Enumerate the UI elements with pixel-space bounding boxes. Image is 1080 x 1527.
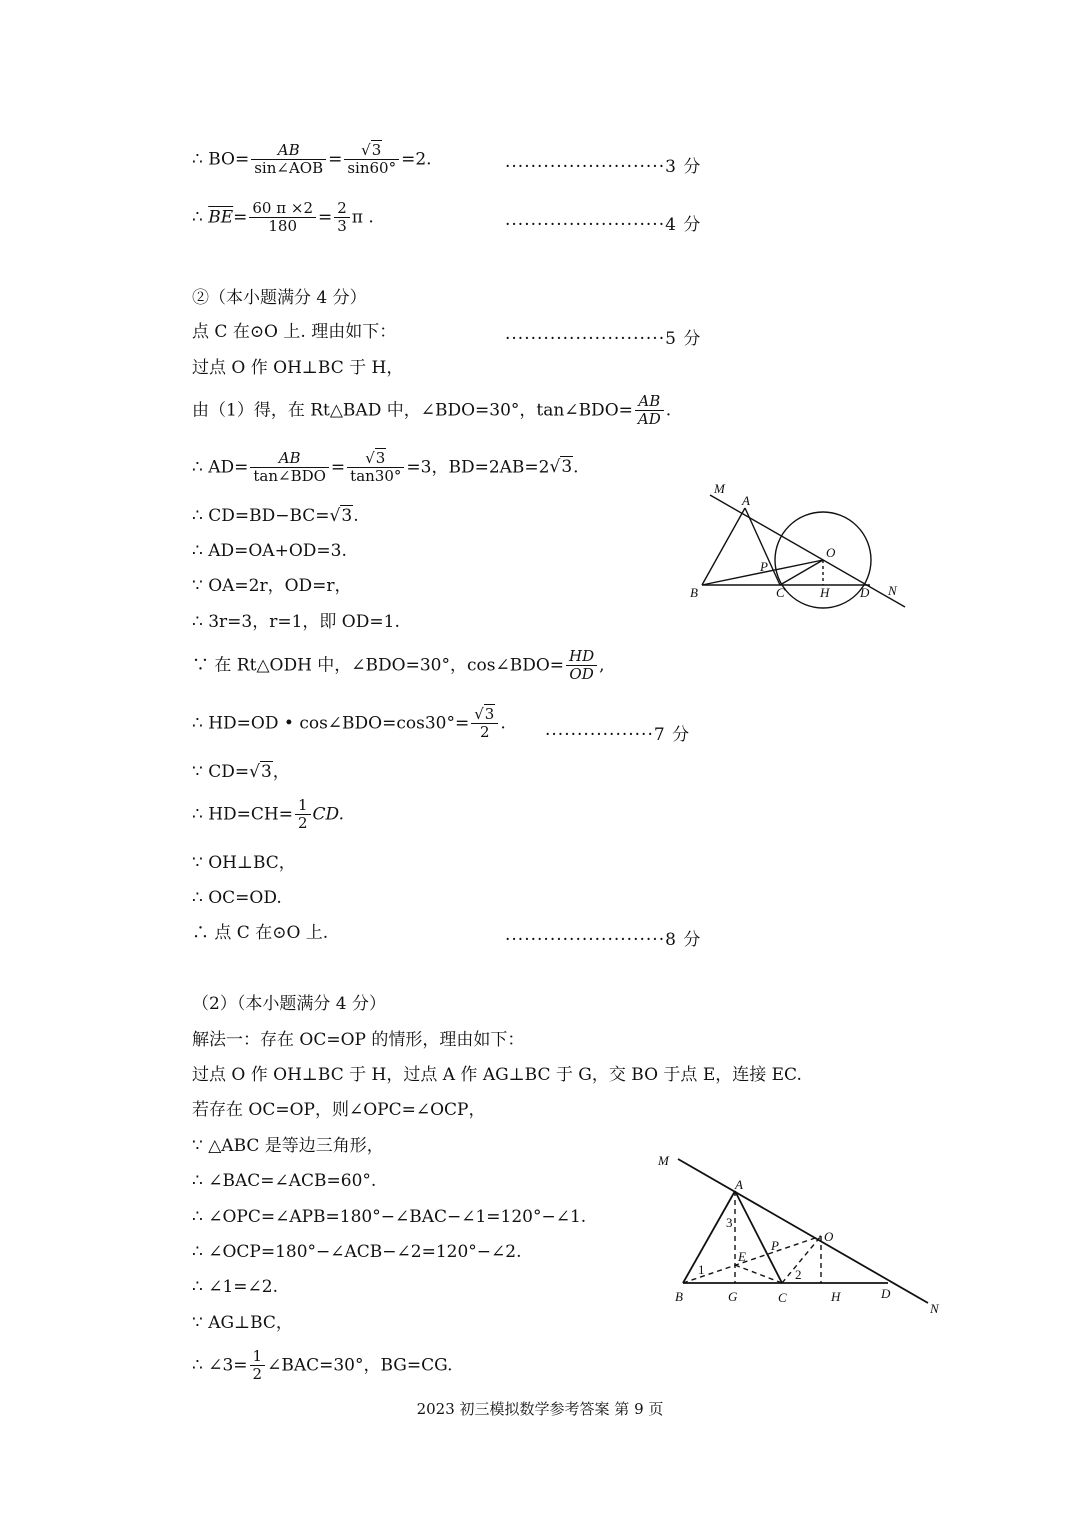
- part2-line-7: ∵ OA=2r，OD=r，: [192, 576, 352, 596]
- part2-line-14: ∴ OC=OD.: [192, 888, 282, 908]
- sqrt-symbol: √3: [549, 457, 573, 478]
- geometry-figure-2: [650, 1145, 950, 1325]
- bo-line: [0, 138, 1080, 178]
- fraction-ab-tan: $\frac{AB}{\text{tan∠BDO}}$: [250, 450, 329, 486]
- label-d: D: [881, 1286, 891, 1301]
- sqrt-symbol: √3: [361, 141, 382, 159]
- sqrt-symbol: √3: [329, 506, 353, 526]
- score-4: 4 分: [665, 215, 702, 235]
- line-mn: [710, 495, 905, 607]
- label-p: P: [771, 1238, 779, 1253]
- segment-oc: [782, 1236, 821, 1283]
- part3-line-7: ∴ ∠OCP=180°−∠ACB−∠2=120°−∠2.: [192, 1242, 522, 1262]
- label-e: E: [738, 1249, 746, 1264]
- geometry-figure-1: [680, 475, 920, 615]
- page-footer: 2023 初三模拟数学参考答案 第 9 页: [416, 1400, 664, 1418]
- score-leader: ·························4 分: [505, 215, 702, 235]
- score-8: 8 分: [665, 930, 702, 950]
- part2-line-8: ∴ 3r=3，r=1，即 OD=1.: [192, 612, 400, 632]
- arc-be: $\overline{BE}$: [208, 207, 234, 228]
- score-leader: ·················7 分: [545, 725, 691, 745]
- part2-line-2: 过点 O 作 OH⊥BC 于 H，: [192, 358, 404, 378]
- fraction-ab-ad: $\frac{AB}{AD}$: [635, 393, 664, 429]
- part2-line-10: ∴ HD=OD • cos∠BDO=cos30°= $\frac{√3}{2}$ . ·················7 分: [192, 705, 691, 745]
- part3-line-8: ∴ ∠1=∠2.: [192, 1277, 278, 1297]
- part2-line-1: 点 C 在⊙O 上. 理由如下： ·························5 分: [192, 322, 702, 349]
- arc-equation: ∴ $\overline{BE}=$ $\frac{60 \pi \times 2}{180}$ = $\frac{2}{3}$ π .: [192, 199, 374, 236]
- label-b: B: [690, 585, 698, 600]
- part3-line-4: ∵ △ABC 是等边三角形，: [192, 1136, 384, 1156]
- part3-line-5: ∴ ∠BAC=∠ACB=60°.: [192, 1171, 377, 1191]
- bo-equation: ∴ BO= $\frac{AB}{\text{sin∠AOB}}$ = $\frac{√3}{\sin 60^\circ}$ =2.: [192, 141, 432, 178]
- fraction-ab-sin: $\frac{AB}{\text{sin∠AOB}}$: [251, 142, 326, 178]
- label-o: O: [826, 545, 836, 560]
- part3-heading: （2）（本小题满分 4 分）: [192, 994, 386, 1014]
- label-n: N: [888, 583, 897, 598]
- label-m: M: [658, 1153, 669, 1168]
- part2-line-11: ∵ CD=√3，: [192, 762, 290, 782]
- part2-line-15: ∴ 点 C 在⊙O 上. ·························8 分: [192, 923, 702, 950]
- part3-line-10: ∴ ∠3= $\frac{1}{2}$ ∠BAC=30°，BG=CG.: [192, 1347, 453, 1384]
- label-a: A: [735, 1177, 743, 1192]
- be-line: [0, 196, 1080, 236]
- fraction-sqrt3-2: $\frac{√3}{2}$: [471, 706, 498, 742]
- part2-line-9: ∵ 在 Rt△ODH 中，∠BDO=30°，cos∠BDO= $\frac{HD}{OD}$ ,: [192, 647, 605, 684]
- part2-line-5: ∴ CD=BD−BC=√3.: [192, 506, 359, 526]
- label-p: P: [760, 559, 768, 574]
- part3-line-9: ∵ AG⊥BC，: [192, 1313, 293, 1333]
- label-b: B: [675, 1289, 683, 1304]
- part2-line-4: ∴ AD= $\frac{AB}{\text{tan∠BDO}}$ = $\frac{√3}{\tan 30^\circ}$ =3，BD=2AB=2√3.: [192, 449, 579, 486]
- segment-ab: [702, 508, 745, 585]
- fraction-sqrt3-tan30: $\frac{√3}{\tan 30^\circ}$: [347, 450, 404, 486]
- part3-line-3: 若存在 OC=OP，则∠OPC=∠OCP，: [192, 1100, 486, 1120]
- label-h: H: [820, 585, 830, 600]
- bo-prefix: ∴ BO=: [192, 149, 250, 170]
- part3-line-1: 解法一：存在 OC=OP 的情形，理由如下：: [192, 1030, 525, 1050]
- sqrt-symbol: √3: [474, 705, 495, 723]
- part3-line-2: 过点 O 作 OH⊥BC 于 H，过点 A 作 AG⊥BC 于 G，交 BO 于点 E，连接 EC.: [192, 1065, 802, 1085]
- fraction-2-3: $\frac{2}{3}$: [334, 200, 350, 236]
- label-h: H: [831, 1289, 841, 1304]
- label-g: G: [728, 1289, 738, 1304]
- label-d: D: [860, 585, 870, 600]
- sqrt-symbol: √3: [249, 762, 272, 782]
- label-c: C: [778, 1290, 787, 1305]
- part2-heading: ②（本小题满分 4 分）: [192, 288, 367, 308]
- label-a: A: [742, 493, 750, 508]
- label-o: O: [824, 1229, 834, 1244]
- score-3: 3 分: [665, 157, 702, 177]
- fraction-60pi: $\frac{60 \pi \times 2}{180}$: [249, 200, 316, 236]
- label-m: M: [714, 481, 725, 496]
- part2-line-3: 由（1）得，在 Rt△BAD 中，∠BDO=30°，tan∠BDO= $\frac{AB}{AD}$ .: [192, 392, 672, 429]
- part2-line-12: ∴ HD=CH= $\frac{1}{2}$ CD.: [192, 796, 344, 833]
- label-c: C: [776, 585, 785, 600]
- score-leader: ·························8 分: [505, 930, 702, 950]
- fraction-hd-od: $\frac{HD}{OD}$: [566, 648, 597, 684]
- score-7: 7 分: [653, 725, 691, 745]
- fraction-1-2: $\frac{1}{2}$: [250, 1348, 266, 1384]
- score-leader: ·························5 分: [505, 329, 702, 349]
- part2-line-6: ∴ AD=OA+OD=3.: [192, 541, 347, 561]
- label-angle-3: 3: [726, 1215, 733, 1230]
- line-mn: [678, 1159, 928, 1303]
- segment-ab: [683, 1191, 735, 1283]
- score-5: 5 分: [665, 329, 702, 349]
- label-angle-2: 2: [795, 1267, 802, 1282]
- sqrt-symbol: √3: [365, 449, 386, 467]
- score-leader: ·························3 分: [505, 157, 702, 177]
- part3-line-6: ∴ ∠OPC=∠APB=180°−∠BAC−∠1=120°−∠1.: [192, 1207, 587, 1227]
- label-angle-1: 1: [698, 1262, 705, 1277]
- label-n: N: [930, 1301, 939, 1316]
- fraction-1-2: $\frac{1}{2}$: [295, 797, 311, 833]
- fraction-sqrt3-sin60: $\frac{√3}{\sin 60^\circ}$: [344, 142, 399, 178]
- part2-line-13: ∵ OH⊥BC，: [192, 853, 296, 873]
